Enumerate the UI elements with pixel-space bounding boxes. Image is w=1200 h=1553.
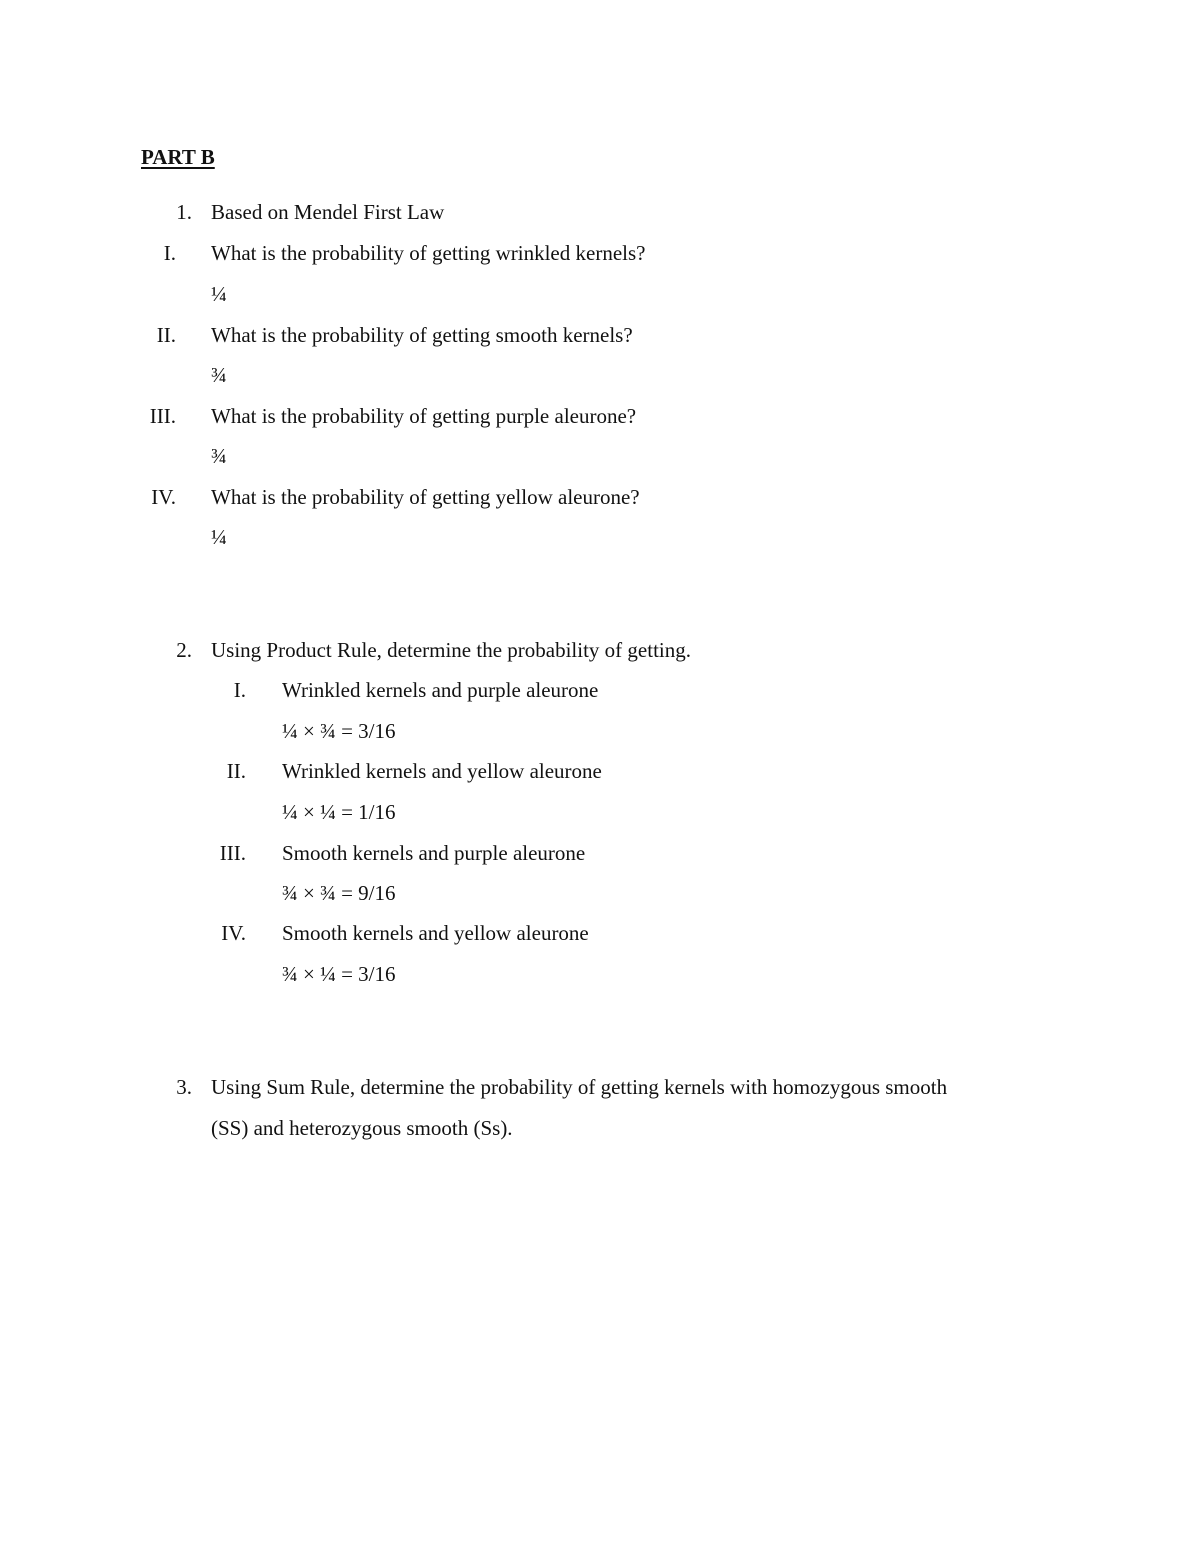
q1-item-4-numeral: IV. xyxy=(151,485,176,509)
question-3-line-2: (SS) and heterozygous smooth (Ss). xyxy=(211,1116,513,1140)
q1-item-3-numeral: III. xyxy=(149,404,176,428)
q1-item-1-answer: ¼ xyxy=(211,282,227,306)
q2-item-3-numeral: III. xyxy=(219,841,246,865)
q1-item-4-question: What is the probability of getting yellow aleurone? xyxy=(211,485,640,509)
q2-item-4-numeral: IV. xyxy=(221,921,246,945)
q1-item-1-question: What is the probability of getting wrinkled kernels? xyxy=(211,241,646,265)
q2-item-4-question: Smooth kernels and yellow aleurone xyxy=(282,921,589,945)
q2-item-2-question: Wrinkled kernels and yellow aleurone xyxy=(282,759,602,783)
q1-item-3-question: What is the probability of getting purple aleurone? xyxy=(211,404,637,428)
q2-item-2-answer: ¼ × ¼ = 1/16 xyxy=(282,800,396,824)
q1-item-2-answer: ¾ xyxy=(211,363,227,387)
question-3-line-1: Using Sum Rule, determine the probability of getting kernels with homozygous smooth xyxy=(211,1075,948,1099)
q2-item-1-numeral: I. xyxy=(233,678,246,702)
q1-item-1-numeral: I. xyxy=(163,241,176,265)
question-1-number: 1. xyxy=(176,200,192,224)
q1-item-4-answer: ¼ xyxy=(211,525,227,549)
section-heading: PART B xyxy=(141,145,215,169)
q2-item-1-question: Wrinkled kernels and purple aleurone xyxy=(282,678,599,702)
question-1-title: Based on Mendel First Law xyxy=(211,200,445,224)
q1-item-3-answer: ¾ xyxy=(211,444,227,468)
question-2-number: 2. xyxy=(176,638,192,662)
q1-item-2-question: What is the probability of getting smooth kernels? xyxy=(211,323,633,347)
q2-item-3-answer: ¾ × ¾ = 9/16 xyxy=(282,881,396,905)
q1-item-2-numeral: II. xyxy=(156,323,176,347)
q2-item-2-numeral: II. xyxy=(226,759,246,783)
q2-item-1-answer: ¼ × ¾ = 3/16 xyxy=(282,719,396,743)
question-3-number: 3. xyxy=(176,1075,192,1099)
q2-item-4-answer: ¾ × ¼ = 3/16 xyxy=(282,962,396,986)
q2-item-3-question: Smooth kernels and purple aleurone xyxy=(282,841,586,865)
question-2-title: Using Product Rule, determine the probability of getting. xyxy=(211,638,691,662)
